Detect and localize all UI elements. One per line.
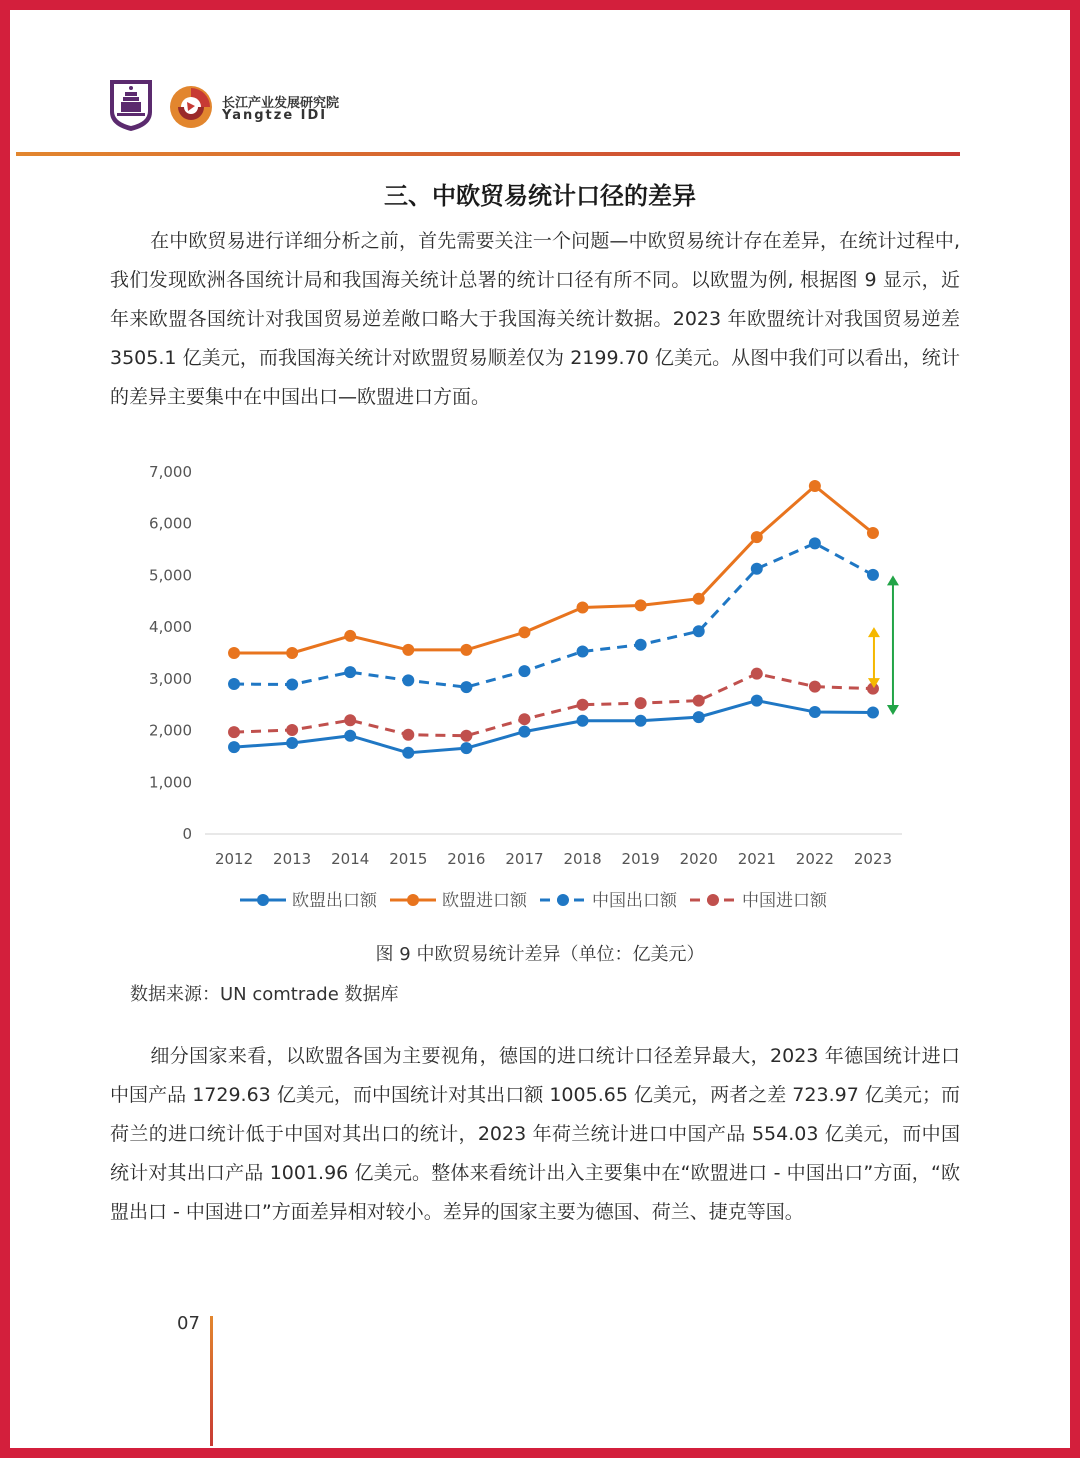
legend-marker bbox=[257, 894, 269, 906]
figure-caption: 图 9 中欧贸易统计差异（单位：亿美元） bbox=[375, 944, 705, 965]
y-tick-label: 4,000 bbox=[149, 618, 192, 637]
data-point bbox=[402, 747, 414, 759]
data-point bbox=[809, 681, 821, 693]
data-source: 数据来源：UN comtrade 数据库 bbox=[130, 984, 399, 1005]
y-tick-label: 5,000 bbox=[149, 566, 192, 585]
x-tick-label: 2023 bbox=[853, 850, 893, 868]
data-point bbox=[635, 697, 647, 709]
series-line-1 bbox=[234, 486, 873, 653]
data-point bbox=[809, 537, 821, 549]
x-tick-label: 2017 bbox=[505, 850, 544, 868]
y-tick-label: 2,000 bbox=[149, 721, 192, 740]
y-tick-label: 3,000 bbox=[149, 669, 192, 688]
x-tick-label: 2016 bbox=[447, 850, 486, 868]
x-tick-label: 2020 bbox=[679, 850, 718, 868]
data-point bbox=[635, 599, 647, 611]
brand-name-cn: 长江产业发展研究院 bbox=[222, 96, 340, 111]
data-point bbox=[751, 668, 763, 680]
y-tick-label: 0 bbox=[182, 825, 192, 843]
data-point bbox=[460, 730, 472, 742]
intro-paragraph-text: 在中欧贸易进行详细分析之前，首先需要关注一个问题—中欧贸易统计存在差异，在统计过程中, 我们发现欧洲各国统计局和我国海关统计总署的统计口径有所不同。以欧盟为例, 根据图 9 显示，近年来欧盟各国统计对我国贸易逆差敞口略大于我国海关统计数据。2023 年欧盟统计对我国贸易逆差 3505.1 亿美元，而我国海关统计对欧盟贸易顺差仅为 2199.70 亿美元。从图中我们可以看出，统计的差异主要集中在中国出口—欧盟进口方面。 bbox=[110, 230, 960, 408]
data-point bbox=[867, 527, 879, 539]
university-shield-logo bbox=[108, 78, 154, 132]
x-tick-label: 2015 bbox=[389, 850, 428, 868]
data-point bbox=[286, 679, 298, 691]
x-tick-label: 2014 bbox=[331, 850, 370, 868]
data-point bbox=[460, 681, 472, 693]
y-tick-label: 6,000 bbox=[149, 514, 192, 533]
series-line-0 bbox=[234, 701, 873, 753]
data-point bbox=[228, 647, 240, 659]
data-point bbox=[867, 569, 879, 581]
x-tick-label: 2018 bbox=[563, 850, 602, 868]
detail-paragraph-text: 细分国家来看，以欧盟各国为主要视角，德国的进口统计口径差异最大，2023 年德国统计进口中国产品 1729.63 亿美元，而中国统计对其出口额 1005.65 亿美元，两者之差 723.97 亿美元；而荷兰的进口统计低于中国对其出口的统计，2023 年荷兰统计进口中国产品 554.03 亿美元，而中国统计对其出口产品 1001.96 亿美元。整体来看统计出入主要集中在“欧盟进口 - 中国出口”方面，“欧盟出口 - 中国进口”方面差异相对较小。差异的国家主要为德国、荷兰、捷克等国。 bbox=[110, 1045, 960, 1223]
x-tick-label: 2019 bbox=[621, 850, 660, 868]
series-line-2 bbox=[234, 543, 873, 687]
x-tick-label: 2013 bbox=[273, 850, 312, 868]
data-point bbox=[402, 729, 414, 741]
x-tick-label: 2022 bbox=[795, 850, 834, 868]
data-point bbox=[751, 563, 763, 575]
section-title: 三、中欧贸易统计口径的差异 bbox=[384, 182, 696, 210]
data-point bbox=[693, 695, 705, 707]
legend-marker bbox=[407, 894, 419, 906]
detail-paragraph bbox=[110, 1037, 960, 1232]
data-point bbox=[344, 630, 356, 642]
data-point bbox=[228, 678, 240, 690]
data-point bbox=[518, 726, 530, 738]
y-tick-label: 7,000 bbox=[149, 463, 192, 481]
page-number-bar bbox=[210, 1316, 213, 1446]
data-point bbox=[577, 645, 589, 657]
data-point bbox=[344, 714, 356, 726]
header-rule bbox=[16, 152, 960, 156]
data-point bbox=[344, 666, 356, 678]
data-point bbox=[518, 713, 530, 725]
data-point bbox=[228, 726, 240, 738]
legend-label: 中国进口额 bbox=[742, 891, 827, 911]
y-tick-label: 1,000 bbox=[149, 773, 192, 792]
legend-label: 中国出口额 bbox=[592, 891, 677, 911]
brand-name-en: Yangtze IDI bbox=[222, 108, 328, 123]
data-point bbox=[460, 644, 472, 656]
data-point bbox=[577, 699, 589, 711]
intro-paragraph bbox=[110, 222, 960, 417]
data-point bbox=[518, 626, 530, 638]
data-point bbox=[286, 737, 298, 749]
data-point bbox=[635, 715, 647, 727]
header bbox=[108, 78, 408, 134]
data-point bbox=[693, 711, 705, 723]
data-point bbox=[577, 715, 589, 727]
data-point bbox=[809, 480, 821, 492]
legend-label: 欧盟出口额 bbox=[292, 891, 377, 911]
data-point bbox=[751, 531, 763, 543]
data-point bbox=[693, 625, 705, 637]
data-point bbox=[635, 639, 647, 651]
data-point bbox=[577, 601, 589, 613]
data-point bbox=[402, 674, 414, 686]
data-point bbox=[286, 647, 298, 659]
data-point bbox=[402, 644, 414, 656]
annotation-arrow-head bbox=[887, 705, 899, 715]
x-tick-label: 2012 bbox=[214, 850, 254, 868]
data-point bbox=[809, 706, 821, 718]
data-point bbox=[344, 730, 356, 742]
annotation-arrow-head bbox=[887, 575, 899, 585]
yangtze-idi-logo bbox=[168, 84, 214, 130]
x-tick-label: 2021 bbox=[737, 850, 776, 868]
data-point bbox=[228, 741, 240, 753]
trade-chart bbox=[120, 450, 940, 930]
data-point bbox=[518, 665, 530, 677]
legend-marker bbox=[707, 894, 719, 906]
annotation-arrow-head bbox=[868, 627, 880, 637]
data-point bbox=[751, 695, 763, 707]
data-point bbox=[460, 742, 472, 754]
page-number: 07 bbox=[177, 1313, 200, 1334]
legend-marker bbox=[557, 894, 569, 906]
data-point bbox=[286, 724, 298, 736]
legend-label: 欧盟进口额 bbox=[442, 891, 527, 911]
data-point bbox=[693, 593, 705, 605]
data-point bbox=[867, 706, 879, 718]
